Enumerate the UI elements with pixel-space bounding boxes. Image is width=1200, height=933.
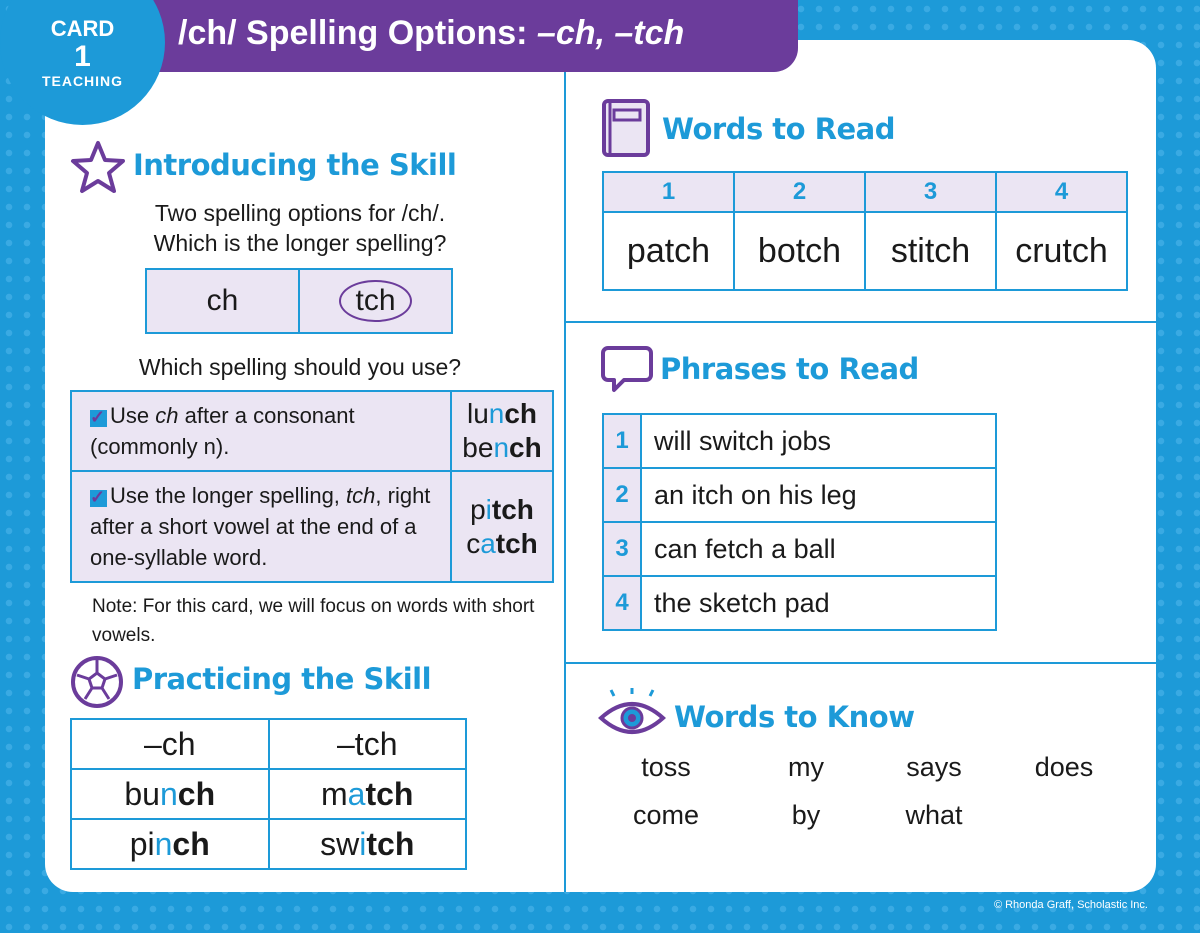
column-number: 3 (865, 172, 996, 212)
book-icon (600, 98, 652, 158)
phrase-row (603, 414, 996, 468)
phrases-heading: Phrases to Read (660, 352, 919, 386)
phrase-row (603, 522, 996, 576)
phrase-text: the sketch pad (641, 576, 996, 630)
word-vowel-or-consonant: n (154, 825, 173, 862)
word-start: m (321, 775, 348, 812)
copyright: © Rhonda Graff, Scholastic Inc. (993, 899, 1148, 911)
badge-card: CARD (50, 16, 115, 41)
question-1b: Which is the longer spelling? (153, 230, 447, 256)
word-start: lu (466, 398, 489, 429)
practice-header: –ch (71, 719, 269, 769)
checkbox-icon: ✓ (90, 407, 106, 427)
rules-table (70, 390, 554, 583)
phrase-number: 1 (603, 414, 641, 468)
word-start: p (470, 493, 486, 525)
word-ending: ch (177, 775, 216, 812)
badge-number: 1 (74, 40, 91, 73)
word-to-know: does (1034, 752, 1094, 782)
vertical-divider (564, 72, 566, 892)
rule-row (71, 391, 553, 471)
circled-option: tch (339, 280, 411, 322)
title-main: /ch/ Spelling Options: (178, 14, 537, 52)
phrase-text: will switch jobs (641, 414, 996, 468)
word-ending: tch (365, 775, 414, 812)
rule-em: ch (155, 403, 179, 428)
checkbox-icon: ✓ (90, 487, 106, 507)
word-start: c (466, 527, 481, 559)
divider (565, 321, 1156, 323)
word-vowel-or-consonant: n (488, 398, 505, 429)
rule-examples (451, 471, 553, 582)
phrases-table (602, 413, 997, 631)
words-to-know-heading: Words to Know (674, 700, 915, 734)
phrase-row (603, 468, 996, 522)
word-to-know: toss (641, 752, 691, 782)
note: Note: For this card, we will focus on words with short vowels. (92, 596, 535, 646)
phrase-text: can fetch a ball (641, 522, 996, 576)
phrase-row (603, 576, 996, 630)
soccer-ball-icon (70, 655, 124, 709)
option-tch (299, 269, 452, 333)
star-icon (70, 140, 126, 194)
word-vowel-or-consonant: i (485, 493, 492, 525)
rule-pre: Use the longer spelling, (110, 483, 347, 508)
spelling-options-table (145, 268, 453, 334)
word-ending: tch (366, 825, 415, 862)
word-to-know: my (788, 752, 824, 782)
question-2: Which spelling should you use? (138, 354, 462, 380)
word-start: bu (124, 775, 160, 812)
word-to-read: botch (734, 212, 865, 290)
word-ending: ch (509, 432, 542, 463)
word-start: be (462, 432, 494, 463)
column-number: 2 (734, 172, 865, 212)
introducing-heading: Introducing the Skill (133, 148, 457, 182)
practice-row (71, 769, 466, 819)
column-number: 1 (603, 172, 734, 212)
word-to-read: stitch (865, 212, 996, 290)
word-start: sw (320, 825, 360, 862)
word-to-know: says (906, 752, 962, 782)
column-number: 4 (996, 172, 1127, 212)
word-vowel-or-consonant: a (347, 775, 366, 812)
practice-header: –tch (269, 719, 467, 769)
word-start: pi (129, 825, 155, 862)
eye-icon (598, 688, 666, 738)
practice-row (71, 819, 466, 869)
word-to-read: patch (603, 212, 734, 290)
question-1a: Two spelling options for /ch/. (154, 200, 446, 226)
phrase-text: an itch on his leg (641, 468, 996, 522)
phrase-number: 4 (603, 576, 641, 630)
rule-pre: Use (110, 403, 156, 428)
rule-post: after a consonant (commonly n). (90, 403, 355, 459)
practice-word (71, 769, 269, 819)
word-vowel-or-consonant: a (480, 527, 496, 559)
word-to-know: what (905, 800, 963, 830)
title-options: –ch, –tch (536, 14, 685, 52)
rule-examples (451, 391, 553, 471)
option-ch: ch (146, 269, 299, 333)
word-ending: ch (504, 398, 538, 429)
page-title (150, 0, 798, 72)
rule-em: tch (346, 483, 376, 508)
words-to-read-table (602, 171, 1128, 291)
phrase-number: 3 (603, 522, 641, 576)
phrase-number: 2 (603, 468, 641, 522)
words-to-read-heading: Words to Read (662, 112, 896, 146)
practice-word (269, 769, 467, 819)
practice-word (269, 819, 467, 869)
word-ending: ch (172, 825, 210, 862)
word-to-read: crutch (996, 212, 1127, 290)
word-vowel-or-consonant: n (159, 775, 178, 812)
rule-text (71, 471, 451, 582)
practicing-heading: Practicing the Skill (132, 662, 432, 696)
divider (565, 662, 1156, 664)
badge-type: TEACHING (41, 73, 124, 89)
rule-post: , right after a short vowel at the end of a one-syllable word. (90, 483, 431, 570)
word-vowel-or-consonant: i (359, 825, 367, 862)
practice-table (70, 718, 467, 870)
practice-word (71, 819, 269, 869)
rule-text (71, 391, 451, 471)
word-to-know: by (791, 800, 821, 830)
word-ending: tch (491, 493, 534, 525)
speech-bubble-icon (600, 345, 654, 393)
word-ending: tch (495, 527, 538, 559)
rule-row (71, 471, 553, 582)
word-vowel-or-consonant: n (493, 432, 510, 463)
word-to-know: come (632, 800, 700, 830)
